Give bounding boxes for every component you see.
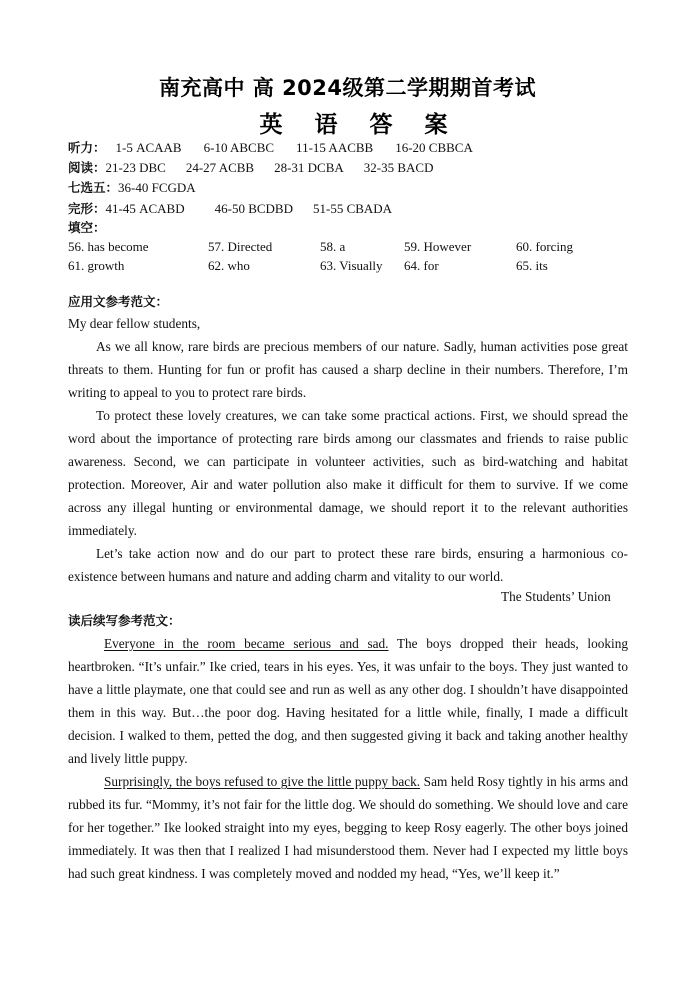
answer-group: 41-45 ACABD: [105, 201, 185, 216]
answer-group: 16-20 CBBCA: [395, 140, 473, 155]
fill-item: 60. forcing: [516, 239, 574, 254]
answer-group: 46-50 BCDBD: [214, 201, 293, 216]
fill-item: 61. growth: [68, 258, 125, 273]
answer-group: 21-23 DBC: [105, 160, 166, 175]
answer-group: 6-10 ABCBC: [203, 140, 275, 155]
answer-group: 32-35 BACD: [363, 160, 434, 175]
cloze-answers: [68, 199, 392, 219]
continuation-paragraph-2: [68, 770, 628, 885]
writing-paragraph-1: As we all know, rare birds are precious members of our nature. Sadly, human activities pose great threats to them. Hunting for fun or profit has caused a sharp decline in their numbers. Therefore, I’m writing to appeal to you to protect rare birds.: [68, 339, 628, 400]
fill-item: 59. However: [404, 239, 472, 254]
continuation-paragraph-1: [68, 632, 628, 770]
answer-group: 24-27 ACBB: [185, 160, 255, 175]
answer-group: 1-5 ACAAB: [115, 140, 182, 155]
continuation-p2-text: Sam held Rosy tightly in his arms and rubbed its fur. “Mommy, it’s not fair for the little dog. We should do something. We should love and care for her together.” Ike looked straight into my eyes, begging to keep Rosy eagerly. The other boys joined immediately. It was then that I realized I had misunderstood them. Never had I expected my little boys had such great kindness. I was completely moved and nodded my head, “Yes, we’ll keep it.”: [68, 774, 628, 881]
answer-group: 28-31 DCBA: [274, 160, 344, 175]
reading-answers: [68, 158, 434, 178]
continuation-p1-lead: Everyone in the room became serious and sad.: [104, 636, 389, 651]
fill-item: 57. Directed: [208, 239, 273, 254]
page-subtitle: 英 语 答 案: [259, 112, 460, 138]
fill-item: 58. a: [320, 239, 346, 254]
writing-paragraph-3: Let’s take action now and do our part to protect these rare birds, ensuring a harmonious co-existence between humans and nature and adding charm and vitality to our world.: [68, 546, 628, 584]
answer-group: 11-15 AACBB: [296, 140, 374, 155]
writing-paragraph-2: To protect these lovely creatures, we can take some practical actions. First, we should spread the word about the importance of protecting rare birds among our classmates and friends to raise public awareness. Second, we can participate in volunteer activities, such as bird-watching and habitat protection. Moreover, Air and water pollution also make it difficult for them to survive. If we come across any illegal hunting or environmental damage, we should report it to the relevant authorities immediately.: [68, 408, 628, 538]
listening-answers: [68, 138, 473, 158]
seven-five-answers: [68, 178, 196, 198]
answer-group: 51-55 CBADA: [312, 201, 393, 216]
cloze-label: 完形：: [68, 201, 106, 216]
listening-label: 听力：: [68, 140, 106, 155]
writing-signature: The Students’ Union: [501, 589, 611, 604]
fill-item: 64. for: [404, 258, 439, 273]
continuation-heading: 读后续写参考范文：: [68, 613, 181, 628]
fill-label-row: [68, 218, 106, 238]
continuation-p2-lead: Surprisingly, the boys refused to give the little puppy back.: [104, 774, 421, 789]
reading-label: 阅读：: [68, 160, 106, 175]
page-title: 南充高中 高 2024级第二学期期首考试: [158, 76, 537, 100]
writing-greeting: My dear fellow students,: [68, 316, 201, 331]
answer-group: 36-40 FCGDA: [118, 180, 196, 195]
fill-item: 56. has become: [68, 239, 149, 254]
continuation-p1-text: The boys dropped their heads, looking heartbroken. “It’s unfair.” Ike cried, tears in his eyes. Yes, it was unfair to the boys. They just wanted to have a little playmate, one that could see and run as well as any other dog. I shouldn’t have disappointed them in this way. But…the poor dog. Having hesitated for a little while, finally, I made a difficult decision. I walked to them, petted the dog, and then suggested giving it back and taking another healthy and lively little puppy.: [68, 636, 628, 766]
writing-heading: 应用文参考范文：: [68, 294, 169, 309]
fill-item: 62. who: [208, 258, 250, 273]
fill-item: 65. its: [516, 258, 548, 273]
fill-label: 填空：: [68, 220, 106, 235]
fill-item: 63. Visually: [320, 258, 383, 273]
seven-five-label: 七选五：: [68, 180, 119, 195]
